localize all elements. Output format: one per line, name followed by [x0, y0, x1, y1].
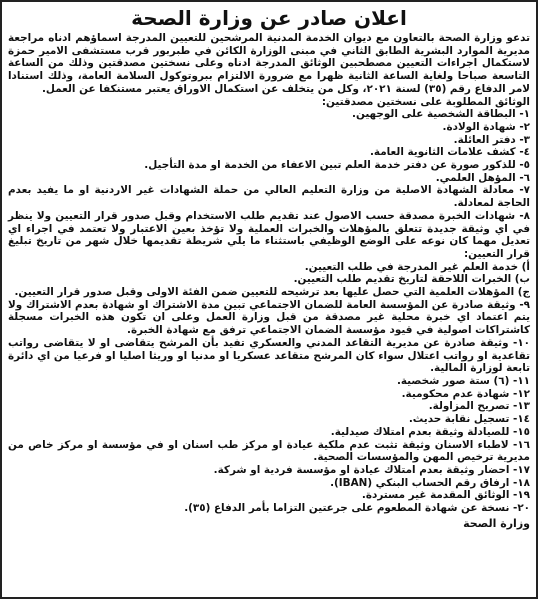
doc-item: ١٥- للصيادلة وثيقة بعدم امتلاك صيدلية.	[330, 425, 530, 438]
doc-item: ١٤- تسجيل نقابة حديث.	[408, 413, 530, 426]
doc-subitem: ج) المؤهلات العلمية التي حصل عليها بعد ترشيحه للتعيين ضمن الفئة الاولى وقبل صدور قرار التعيين.	[14, 286, 530, 299]
doc-item: ١- البطاقة الشخصية على الوجهين.	[352, 108, 530, 121]
doc-item: ٨- شهادات الخبرة مصدقة حسب الاصول عند تقديم طلب الاستخدام وقبل صدور قرار التعيين ولا ينظر في اي وثيقة جديدة تتعلق بالمؤهلات والخبرات العملية ولا تؤخذ بعين الاعتبار ولا تعتمد في اجراء اي تعديل مهما كان نوعه على الوضع الوظيفي باستثناء ما يلي شريطة تقديمها خلال شهر من تاريخ تبليغ قرار التعيين:	[8, 209, 530, 260]
doc-item: ٢٠- نسخة عن شهادة المطعوم على جرعتين التزاما بأمر الدفاع (٣٥).	[184, 502, 530, 515]
doc-item: ٩- وثيقة صادرة عن المؤسسة العامة للضمان الاجتماعي تبين مدة الاشتراك او شهادة بعدم الاشتراك ولا يتم اعتماد اي خبرة محلية غير مصدقة من قبل وزارة العمل وعلى ان تكون هذه الخبرات مسجلة كاشتراكات اصولية في قيود مؤسسة الضمان الاجتماعي ترفق مع شهادة الخبرة.	[8, 298, 530, 337]
doc-item: ٥- للذكور صورة عن دفتر خدمة العلم تبين الاعفاء من الخدمة او مدة التأجيل.	[144, 159, 530, 172]
doc-subitem: أ) خدمة العلم غير المدرجة في طلب التعيين.	[304, 260, 530, 273]
docs-header: الوثائق المطلوبة على نسختين مصدقتين:	[321, 95, 530, 108]
doc-item: ١٨- ارفاق رقم الحساب البنكي (IBAN).	[330, 476, 530, 489]
doc-item: ١١- (٦) ستة صور شخصية.	[396, 374, 530, 387]
ad-intro: تدعو وزارة الصحة بالتعاون مع ديوان الخدمة المدنية المرشحين للتعيين المدرجة اسماؤهم ادناه مراجعة مديرية الموارد البشرية الطابق الثاني في مبنى الوزارة الكائن في طبربور قرب مستشفى الامير حمزة لاستكمال اجراءات التعيين مصطحبين الوثائق المدرجة ادناه وعلى نسختين مصدقتين وذلك من الساعة التاسعة صباحا ولغاية الساعة الثانية ظهرا مع ضرورة الالتزام ببروتوكول السلامة العامة، وذلك استنادا لامر الدفاع رقم (٣٥) لسنة ٢٠٢١، وكل من يتخلف عن استكمال الاوراق يعتبر مستنكفا عن العمل.	[8, 32, 530, 95]
doc-item: ١٦- لاطباء الاسنان وثيقة تثبت عدم ملكية عيادة او مركز طب اسنان او في مؤسسة او مركز خاص من مديرية ترخيص المهن والمؤسسات الصحية.	[8, 438, 530, 464]
doc-item: ١٣- تصريح المزاولة.	[428, 400, 530, 413]
doc-subitem: ب) الخبرات اللاحقة لتاريخ تقديم طلب التعيين.	[293, 273, 530, 286]
doc-item: ١٧- احضار وثيقة بعدم امتلاك عيادة او مؤسسة فردية او شركة.	[213, 463, 530, 476]
doc-item: ٢- شهادة الولادة.	[442, 120, 530, 133]
ad-title: اعلان صادر عن وزارة الصحة	[131, 6, 407, 30]
doc-item: ٧- معادلة الشهادة الاصلية من وزارة التعليم العالي من حملة الشهادات غير الاردنية او ما يفيد بعدم الحاجة لمعادلة.	[8, 184, 530, 210]
docs-list	[8, 108, 530, 515]
doc-item: ١٢- شهادة عدم محكومية.	[401, 387, 530, 400]
doc-item: ١٩- الوثائق المقدمة غير مستردة.	[361, 489, 530, 502]
doc-item: ٤- كشف علامات الثانوية العامة.	[369, 146, 530, 159]
doc-item: ١٠- وثيقة صادرة عن مديرية التقاعد المدني والعسكري تفيد بأن المرشح يتقاضى او لا يتقاضى رواتب تقاعدية او رواتب اعتلال سواء كان المرشح متقاعد عسكريا او مدنيا او وريثا اصليا او فرعيا من اي دائرة تابعة لوزارة المالية.	[8, 336, 530, 375]
doc-item: ٦- المؤهل العلمي.	[435, 171, 530, 184]
doc-item: ٣- دفتر العائلة.	[453, 133, 530, 146]
ad-signature: وزارة الصحة	[463, 516, 530, 530]
